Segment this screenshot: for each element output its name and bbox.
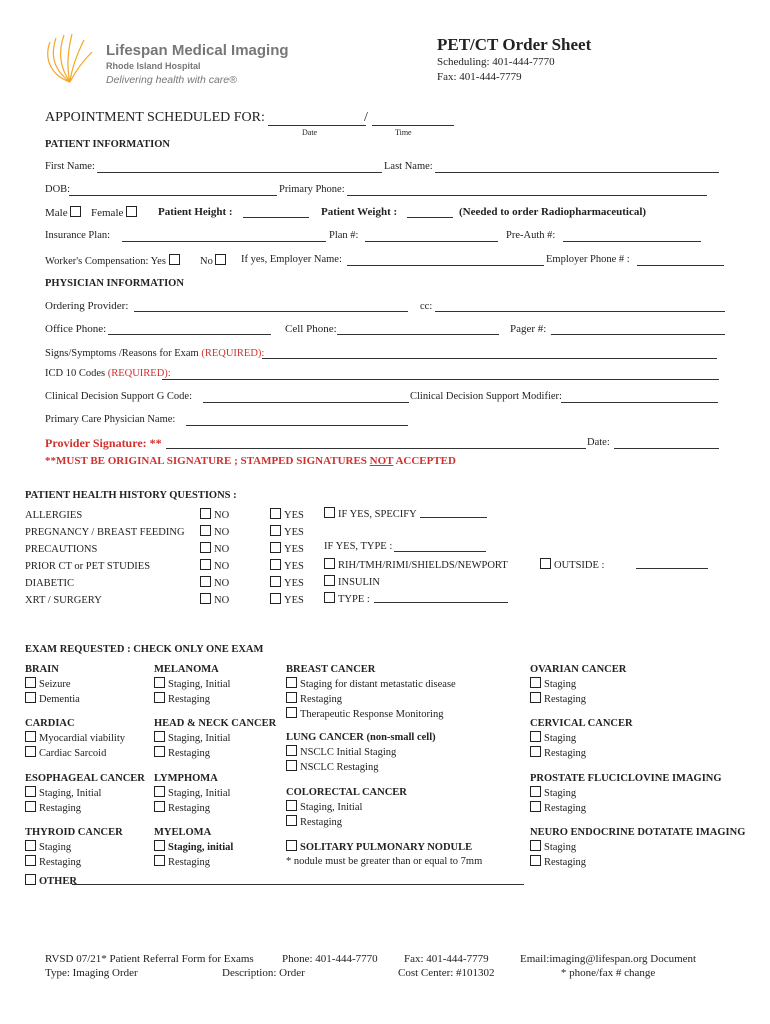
exam-cervical-group (530, 717, 633, 761)
exam-checkbox[interactable] (154, 746, 165, 757)
exam-option-label: Staging for distant metastatic disease (300, 679, 456, 690)
pager-label: Pager #: (510, 323, 547, 335)
pcp-name-field[interactable] (186, 425, 408, 426)
signs-symptoms-label (45, 348, 264, 359)
footer-col3 (398, 952, 495, 980)
no-checkbox[interactable] (200, 576, 211, 587)
cds-modifier-label: Clinical Decision Support Modifier: (410, 391, 562, 402)
exam-nodule-note: * nodule must be greater than or equal to 7mm (286, 856, 483, 867)
yes-checkbox[interactable] (270, 525, 281, 536)
male-checkbox[interactable] (70, 206, 81, 217)
exam-lymphoma-group (154, 772, 230, 816)
exam-prostate-title: PROSTATE FLUCICLOVINE IMAGING (530, 773, 722, 784)
scheduling-phone: Scheduling: 401-444-7770 (437, 56, 555, 68)
workers-comp-yes-checkbox[interactable] (169, 254, 180, 265)
exam-option[interactable] (286, 800, 407, 815)
primary-phone-label: Primary Phone: (279, 184, 345, 195)
exam-checkbox[interactable] (25, 692, 36, 703)
exam-checkbox[interactable] (530, 801, 541, 812)
footer-phone: Phone: 401-444-7770 (282, 953, 378, 965)
preauth-label: Pre-Auth #: (506, 230, 556, 241)
exam-checkbox[interactable] (286, 677, 297, 688)
exam-lymphoma-title: LYMPHOMA (154, 773, 218, 784)
history-labels (25, 507, 185, 609)
no-label: NO (214, 578, 230, 589)
appointment-separator: / (364, 110, 368, 125)
exam-melanoma-group (154, 663, 230, 707)
allergy-specify-field[interactable] (420, 517, 487, 518)
exam-checkbox[interactable] (286, 745, 297, 756)
workers-comp-no-label: No (200, 256, 213, 267)
yes-checkbox[interactable] (270, 593, 281, 604)
exam-checkbox[interactable] (25, 840, 36, 851)
yes-label: YES (284, 595, 304, 606)
footer-change-note: * phone/fax # change (560, 967, 656, 979)
exam-esophageal-group (25, 772, 145, 816)
exam-myeloma-title: MYELOMA (154, 827, 212, 838)
height-field[interactable] (243, 217, 309, 218)
exam-breast-group (286, 663, 456, 722)
employer-name-label: If yes, Employer Name: (241, 254, 342, 265)
specify-checkbox[interactable] (324, 507, 335, 518)
exam-option[interactable] (530, 746, 633, 761)
icd-codes-label (45, 368, 171, 379)
exam-option-label: NSCLC Initial Staging (300, 747, 397, 758)
exam-option-label: Staging (544, 788, 577, 799)
exam-option-label: Restaging (544, 803, 586, 814)
history-no-option[interactable] (200, 592, 229, 609)
exam-option[interactable] (154, 855, 233, 870)
exam-checkbox[interactable] (530, 731, 541, 742)
exam-option[interactable] (530, 731, 633, 746)
exam-brain-title: BRAIN (25, 664, 59, 675)
exam-checkbox[interactable] (154, 855, 165, 866)
employer-phone-field[interactable] (637, 265, 724, 266)
exam-option-label: Restaging (300, 694, 342, 705)
footer-col4 (520, 952, 696, 980)
footer-fax: Fax: 401-444-7779 (403, 953, 489, 965)
insurance-label: Insurance Plan: (45, 230, 111, 241)
exam-checkbox[interactable] (154, 840, 165, 851)
exam-checkbox[interactable] (530, 840, 541, 851)
exam-option-label: Restaging (39, 857, 81, 868)
height-label: Patient Height : (158, 206, 233, 218)
exam-option-label: Seizure (39, 679, 71, 690)
exam-option[interactable] (154, 801, 230, 816)
exam-headneck-title: HEAD & NECK CANCER (154, 718, 277, 729)
yes-label: YES (284, 561, 304, 572)
icd-required: (REQUIRED): (107, 368, 171, 379)
exam-melanoma-title: MELANOMA (154, 664, 219, 675)
exam-checkbox[interactable] (530, 746, 541, 757)
cc-field[interactable] (435, 311, 725, 312)
workers-comp-no-option[interactable] (200, 254, 229, 267)
history-no-option[interactable] (200, 558, 229, 575)
exam-other-label: OTHER (39, 876, 77, 887)
exam-checkbox[interactable] (530, 855, 541, 866)
lifespan-logo-icon (40, 30, 100, 88)
pcp-name-label: Primary Care Physician Name: (45, 414, 176, 425)
exam-checkbox[interactable] (286, 815, 297, 826)
no-checkbox[interactable] (200, 593, 211, 604)
history-row-pregnancy: PREGNANCY / BREAST FEEDING (25, 527, 185, 538)
xrt-type-field[interactable] (374, 602, 508, 603)
exam-option-label: Restaging (168, 694, 210, 705)
exam-cervical-title: CERVICAL CANCER (530, 718, 633, 729)
provider-signature-label: Provider Signature: ** (45, 436, 162, 450)
cc-label: cc: (420, 301, 433, 312)
exam-option[interactable] (25, 801, 145, 816)
cds-g-code-field[interactable] (203, 402, 409, 403)
exam-option[interactable] (530, 692, 626, 707)
no-label: NO (214, 595, 230, 606)
ordering-provider-label: Ordering Provider: (45, 300, 129, 312)
provider-signature-field[interactable] (166, 448, 586, 449)
exam-option[interactable] (286, 692, 456, 707)
exam-option-label: Restaging (39, 803, 81, 814)
exam-option[interactable] (530, 801, 722, 816)
footer-email: Email:imaging@lifespan.org Document (520, 953, 697, 965)
exam-option[interactable] (286, 677, 456, 692)
signature-note-not: NOT (369, 455, 394, 467)
date-caption: Date (302, 128, 318, 137)
exam-option-label: Staging (544, 842, 577, 853)
exam-option[interactable] (25, 692, 80, 707)
yes-label: YES (284, 544, 304, 555)
exam-option[interactable] (286, 760, 436, 775)
no-label: NO (214, 561, 230, 572)
exam-option[interactable] (154, 840, 233, 855)
last-name-field[interactable] (435, 172, 719, 173)
exam-option-label: Therapeutic Response Monitoring (300, 709, 444, 720)
logo-subtitle: Rhode Island Hospital (106, 61, 201, 71)
exam-checkbox[interactable] (286, 760, 297, 771)
exam-option[interactable] (530, 840, 745, 855)
preauth-field[interactable] (563, 241, 701, 242)
exam-other-field[interactable] (72, 884, 524, 885)
workers-comp-option[interactable] (45, 254, 183, 267)
logo-tagline: Delivering health with care® (106, 74, 237, 86)
footer-col2 (222, 952, 378, 980)
exam-option[interactable] (154, 692, 230, 707)
logo-name: Lifespan Medical Imaging (106, 42, 289, 59)
weight-note: (Needed to order Radiopharmaceutical) (459, 206, 647, 218)
dob-label: DOB: (45, 184, 71, 195)
exam-lung-title: LUNG CANCER (non-small cell) (286, 732, 436, 743)
fax-number: Fax: 401-444-7779 (437, 71, 522, 83)
cell-phone-label: Cell Phone: (285, 323, 337, 335)
cds-g-code-label: Clinical Decision Support G Code: (45, 391, 192, 402)
weight-label: Patient Weight : (321, 206, 398, 218)
signature-date-field[interactable] (614, 448, 719, 449)
exam-option-label: Restaging (544, 694, 586, 705)
no-checkbox[interactable] (200, 525, 211, 536)
appointment-time-field[interactable] (372, 125, 454, 126)
signs-required: (REQUIRED): (201, 348, 265, 359)
exam-option-label: Restaging (544, 857, 586, 868)
workers-comp-no-checkbox[interactable] (215, 254, 226, 265)
signature-date-label: Date: (587, 437, 610, 448)
yes-label: YES (284, 510, 304, 521)
plan-label: Plan #: (329, 230, 359, 241)
exam-checkbox[interactable] (530, 786, 541, 797)
exam-option[interactable] (530, 855, 745, 870)
history-yes-option[interactable] (270, 575, 304, 592)
exam-prostate-group (530, 772, 722, 816)
exam-option-label: Restaging (168, 803, 210, 814)
exam-option-label: Dementia (39, 694, 80, 705)
primary-phone-field[interactable] (347, 195, 707, 196)
exam-option[interactable] (25, 855, 123, 870)
exam-option[interactable] (25, 840, 123, 855)
outside-option[interactable] (540, 558, 604, 571)
exam-option[interactable] (154, 786, 230, 801)
rih-option[interactable] (324, 558, 508, 571)
exam-option[interactable] (25, 677, 80, 692)
prior-type-field[interactable] (394, 551, 486, 552)
first-name-label: First Name: (45, 161, 95, 172)
workers-comp-label: Worker's Compensation: Yes (45, 256, 166, 267)
xrt-type-checkbox[interactable] (324, 592, 335, 603)
patient-info-heading: PATIENT INFORMATION (45, 139, 170, 150)
history-no-option[interactable] (200, 575, 229, 592)
exam-heading: EXAM REQUESTED : CHECK ONLY ONE EXAM (25, 644, 264, 655)
exam-option[interactable] (530, 677, 626, 692)
signature-note-end: ACCEPTED (393, 455, 456, 467)
no-checkbox[interactable] (200, 559, 211, 570)
history-row-xrt-surgery: XRT / SURGERY (25, 595, 102, 606)
exam-checkbox[interactable] (286, 800, 297, 811)
outside-checkbox[interactable] (540, 558, 551, 569)
exam-option-label: Staging, initial (168, 842, 234, 853)
allergy-specify-option[interactable] (324, 507, 417, 520)
no-checkbox[interactable] (200, 508, 211, 519)
weight-field[interactable] (407, 217, 453, 218)
female-option[interactable] (91, 206, 140, 219)
pager-field[interactable] (551, 334, 725, 335)
prior-type-label: IF YES, TYPE : (324, 541, 393, 552)
rih-checkbox[interactable] (324, 558, 335, 569)
exam-other-checkbox[interactable] (25, 874, 36, 885)
employer-phone-label: Employer Phone # : (546, 254, 630, 265)
exam-checkbox[interactable] (154, 677, 165, 688)
no-checkbox[interactable] (200, 542, 211, 553)
dob-field[interactable] (69, 195, 277, 196)
exam-myeloma-group (154, 826, 233, 870)
exam-option[interactable] (25, 786, 145, 801)
icd-codes-field[interactable] (162, 379, 719, 380)
icd-label-text: ICD 10 Codes (45, 368, 108, 379)
exam-option-label: Staging, Initial (39, 788, 102, 799)
exam-nodule-group (286, 840, 482, 869)
exam-neuro-title: NEURO ENDOCRINE DOTATATE IMAGING (530, 827, 746, 838)
exam-colorectal-group (286, 786, 407, 830)
history-row-precautions: PRECAUTIONS (25, 544, 98, 555)
exam-checkbox[interactable] (286, 840, 297, 851)
history-no-option[interactable] (200, 524, 229, 541)
yes-checkbox[interactable] (270, 508, 281, 519)
exam-checkbox[interactable] (154, 801, 165, 812)
rih-label: RIH/TMH/RIMI/SHIELDS/NEWPORT (338, 560, 508, 571)
exam-option-label: Cardiac Sarcoid (39, 748, 107, 759)
exam-option[interactable] (25, 746, 125, 761)
footer-description: Description: Order (222, 967, 305, 979)
exam-option-label: NSCLC Restaging (300, 762, 379, 773)
exam-option-label: Myocardial viability (39, 733, 126, 744)
exam-option-label: Restaging (300, 817, 342, 828)
female-label: Female (91, 207, 124, 219)
exam-headneck-group (154, 717, 276, 761)
history-heading: PATIENT HEALTH HISTORY QUESTIONS : (25, 490, 237, 501)
footer-type: Type: Imaging Order (45, 967, 138, 979)
exam-option-label: Staging (544, 679, 577, 690)
male-option[interactable] (45, 206, 84, 219)
exam-option[interactable] (154, 677, 230, 692)
exam-colorectal-title: COLORECTAL CANCER (286, 787, 407, 798)
last-name-label: Last Name: (384, 161, 433, 172)
exam-option-label: Restaging (544, 748, 586, 759)
exam-checkbox[interactable] (530, 677, 541, 688)
no-label: NO (214, 527, 230, 538)
ordering-provider-field[interactable] (134, 311, 408, 312)
exam-checkbox[interactable] (25, 746, 36, 757)
history-yes-option[interactable] (270, 592, 304, 609)
exam-option-label: Staging (39, 842, 72, 853)
physician-info-heading: PHYSICIAN INFORMATION (45, 278, 184, 289)
history-row-allergies: ALLERGIES (25, 510, 83, 521)
exam-neuro-group (530, 826, 745, 870)
outside-label: OUTSIDE : (554, 560, 605, 571)
no-label: NO (214, 510, 230, 521)
history-no-option[interactable] (200, 541, 229, 558)
footer-cost-center: Cost Center: #101302 (398, 967, 495, 979)
exam-option[interactable] (154, 731, 276, 746)
time-caption: Time (395, 128, 412, 137)
no-label: NO (214, 544, 230, 555)
insulin-option[interactable] (324, 575, 380, 588)
history-yes-option[interactable] (270, 507, 304, 524)
history-row-prior-studies: PRIOR CT or PET STUDIES (25, 561, 151, 572)
exam-option-label: Staging (544, 733, 577, 744)
exam-option[interactable] (25, 731, 125, 746)
lifespan-logo (40, 30, 290, 90)
exam-checkbox[interactable] (25, 731, 36, 742)
appointment-label: APPOINTMENT SCHEDULED FOR: (45, 110, 265, 125)
xrt-type-label: TYPE : (338, 594, 370, 605)
exam-breast-title: BREAST CANCER (286, 664, 376, 675)
office-phone-label: Office Phone: (45, 323, 107, 335)
exam-option-label: Restaging (168, 857, 210, 868)
exam-other-option[interactable] (25, 874, 77, 887)
yes-checkbox[interactable] (270, 542, 281, 553)
history-yes-column (270, 507, 304, 609)
exam-checkbox[interactable] (530, 692, 541, 703)
exam-option[interactable] (154, 746, 276, 761)
female-checkbox[interactable] (126, 206, 137, 217)
history-yes-option[interactable] (270, 541, 304, 558)
exam-checkbox[interactable] (154, 731, 165, 742)
exam-thyroid-group (25, 826, 123, 870)
cell-phone-field[interactable] (337, 334, 499, 335)
cds-modifier-field[interactable] (561, 402, 718, 403)
history-no-column (200, 507, 229, 609)
exam-option-label: Staging, Initial (168, 788, 231, 799)
exam-ovarian-group (530, 663, 626, 707)
yes-checkbox[interactable] (270, 559, 281, 570)
exam-checkbox[interactable] (154, 786, 165, 797)
exam-cardiac-title: CARDIAC (25, 718, 75, 729)
exam-thyroid-title: THYROID CANCER (25, 827, 123, 838)
exam-checkbox[interactable] (25, 677, 36, 688)
exam-option[interactable] (530, 786, 722, 801)
employer-name-field[interactable] (347, 265, 544, 266)
first-name-field[interactable] (97, 172, 382, 173)
history-yes-option[interactable] (270, 558, 304, 575)
exam-brain-group (25, 663, 80, 707)
exam-checkbox[interactable] (154, 692, 165, 703)
exam-option[interactable] (286, 707, 456, 722)
specify-label: IF YES, SPECIFY (338, 509, 417, 520)
insulin-label: INSULIN (338, 577, 380, 588)
exam-option-label: Staging, Initial (168, 679, 231, 690)
signs-label-text: Signs/Symptoms /Reasons for Exam (45, 348, 202, 359)
exam-lung-group (286, 731, 436, 775)
exam-option[interactable] (286, 745, 436, 760)
footer-revision: RVSD 07/21* Patient Referral Form for Exams (45, 953, 254, 965)
history-row-diabetic: DIABETIC (25, 578, 74, 589)
page-title: PET/CT Order Sheet (437, 35, 592, 54)
exam-checkbox[interactable] (25, 786, 36, 797)
exam-esophageal-title: ESOPHAGEAL CANCER (25, 773, 145, 784)
exam-nodule-title: SOLITARY PULMONARY NODULE (300, 842, 473, 853)
signature-note (45, 455, 456, 467)
yes-label: YES (284, 578, 304, 589)
insurance-field[interactable] (122, 241, 326, 242)
exam-option-label: Staging, Initial (300, 802, 363, 813)
exam-checkbox[interactable] (286, 707, 297, 718)
exam-option-label: Staging, Initial (168, 733, 231, 744)
history-no-option[interactable] (200, 507, 229, 524)
signs-symptoms-field[interactable] (262, 358, 717, 359)
exam-checkbox[interactable] (25, 855, 36, 866)
exam-option[interactable] (286, 815, 407, 830)
outside-field[interactable] (636, 568, 708, 569)
exam-option-label: Restaging (168, 748, 210, 759)
exam-checkbox[interactable] (25, 801, 36, 812)
appointment-date-field[interactable] (268, 125, 366, 126)
exam-ovarian-title: OVARIAN CANCER (530, 664, 627, 675)
signature-note-text: **MUST BE ORIGINAL SIGNATURE ; STAMPED SIGNATURES (45, 455, 370, 467)
insulin-checkbox[interactable] (324, 575, 335, 586)
male-label: Male (45, 207, 68, 219)
history-yes-option[interactable] (270, 524, 304, 541)
office-phone-field[interactable] (108, 334, 271, 335)
yes-label: YES (284, 527, 304, 538)
exam-option[interactable] (286, 840, 482, 855)
plan-field[interactable] (365, 241, 498, 242)
exam-cardiac-group (25, 717, 125, 761)
exam-checkbox[interactable] (286, 692, 297, 703)
xrt-type-option[interactable] (324, 592, 370, 605)
yes-checkbox[interactable] (270, 576, 281, 587)
